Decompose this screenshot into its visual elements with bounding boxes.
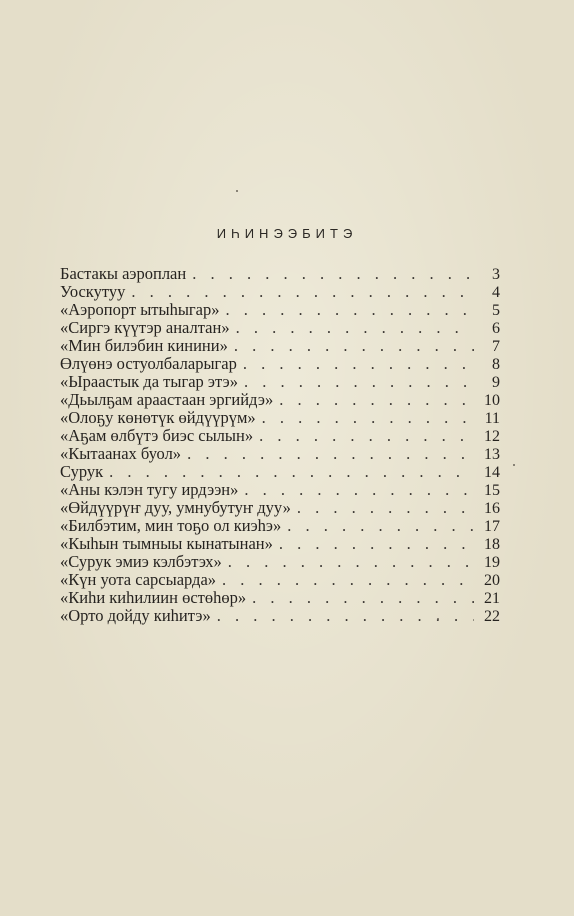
toc-entry <box>60 355 500 373</box>
toc-entry-page: 17 <box>484 518 500 535</box>
toc-entry <box>60 481 500 499</box>
toc-entry-page: 7 <box>492 338 500 355</box>
toc-entry-title: «Кытаанах буол» <box>60 444 182 463</box>
toc-entry-page: 11 <box>484 410 500 427</box>
toc-entry-title: «Олоҕу көнөтүк өйдүүрүм» <box>60 408 256 427</box>
leader-dots <box>234 337 474 355</box>
toc-entry-title: «Аэропорт ытыһыгар» <box>60 300 220 319</box>
toc-entry <box>60 571 500 589</box>
leader-dots <box>222 571 474 589</box>
toc-entry-page: 6 <box>492 320 500 337</box>
toc-entry-page: 18 <box>484 536 500 553</box>
leader-dots <box>244 481 474 499</box>
toc-entry-title: «Күн уота сарсыарда» <box>60 570 217 589</box>
toc-entry-page: 15 <box>484 482 500 499</box>
toc-entry-page: 20 <box>484 572 500 589</box>
leader-dots <box>243 355 474 373</box>
leader-dots <box>228 553 474 571</box>
leader-dots <box>279 391 474 409</box>
table-of-contents <box>60 265 500 625</box>
leader-dots <box>192 265 474 283</box>
toc-entry-page: 4 <box>492 284 500 301</box>
toc-entry <box>60 445 500 463</box>
toc-entry-title: «Орто дойду киһитэ» <box>60 606 211 625</box>
contents-heading: ИҺИНЭЭБИТЭ <box>216 226 358 241</box>
leader-dots <box>131 283 474 301</box>
toc-entry-page: 21 <box>484 590 500 607</box>
toc-entry-title: «Мин билэбин кинини» <box>60 336 228 355</box>
toc-entry-page: 13 <box>484 446 500 463</box>
leader-dots <box>252 589 474 607</box>
toc-entry-title: «Киһи киһилиин өстөһөр» <box>60 588 247 607</box>
toc-entry-page: 12 <box>484 428 500 445</box>
toc-entry <box>60 517 500 535</box>
toc-entry-title: «Дьылҕам араастаан эргийдэ» <box>60 390 274 409</box>
toc-entry-title: «Аны кэлэн тугу ирдээн» <box>60 480 239 499</box>
toc-entry <box>60 283 500 301</box>
leader-dots <box>226 301 474 319</box>
paper-speck <box>437 618 439 620</box>
toc-entry-title: Сурук <box>60 462 104 481</box>
toc-entry-title: «Ыраастык да тыгар этэ» <box>60 372 238 391</box>
leader-dots <box>109 463 474 481</box>
toc-entry-page: 19 <box>484 554 500 571</box>
paper-speck <box>236 190 238 192</box>
toc-entry <box>60 499 500 517</box>
toc-entry <box>60 553 500 571</box>
toc-entry <box>60 409 500 427</box>
leader-dots <box>236 319 474 337</box>
toc-entry-title: «Кыһын тымныы кынатынан» <box>60 534 273 553</box>
toc-entry <box>60 589 500 607</box>
toc-entry <box>60 535 500 553</box>
toc-entry <box>60 319 500 337</box>
toc-entry <box>60 337 500 355</box>
toc-entry-title: «Аҕам өлбүтэ биэс сылын» <box>60 426 254 445</box>
paper-speck <box>513 464 515 466</box>
toc-entry <box>60 265 500 283</box>
leader-dots <box>259 427 474 445</box>
toc-entry-page: 10 <box>484 392 500 409</box>
toc-entry-page: 14 <box>484 464 500 481</box>
toc-entry-page: 16 <box>484 500 500 517</box>
toc-entry-title: «Өйдүүрүҥ дуу, умнубутуҥ дуу» <box>60 498 291 517</box>
leader-dots <box>279 535 474 553</box>
toc-entry-page: 22 <box>484 608 500 625</box>
toc-entry-page: 3 <box>492 266 500 283</box>
toc-entry-page: 8 <box>492 356 500 373</box>
leader-dots <box>187 445 474 463</box>
toc-entry-title: «Билбэтим, мин тоҕо ол киэһэ» <box>60 516 282 535</box>
leader-dots <box>297 499 474 517</box>
toc-entry-page: 5 <box>492 302 500 319</box>
toc-entry <box>60 391 500 409</box>
leader-dots <box>287 517 474 535</box>
leader-dots <box>244 373 474 391</box>
leader-dots <box>217 607 474 625</box>
toc-entry-page: 9 <box>492 374 500 391</box>
toc-entry-title: Уоскутуу <box>60 282 126 301</box>
leader-dots <box>262 409 474 427</box>
toc-entry <box>60 373 500 391</box>
toc-entry-title: Бастакы аэроплан <box>60 264 187 283</box>
toc-entry <box>60 427 500 445</box>
toc-entry-title: Өлүөнэ остуолбаларыгар <box>60 354 237 373</box>
toc-entry <box>60 607 500 625</box>
toc-entry <box>60 301 500 319</box>
toc-entry-title: «Сурук эмиэ кэлбэтэх» <box>60 552 222 571</box>
toc-entry <box>60 463 500 481</box>
toc-entry-title: «Сиргэ күүтэр аналтан» <box>60 318 230 337</box>
